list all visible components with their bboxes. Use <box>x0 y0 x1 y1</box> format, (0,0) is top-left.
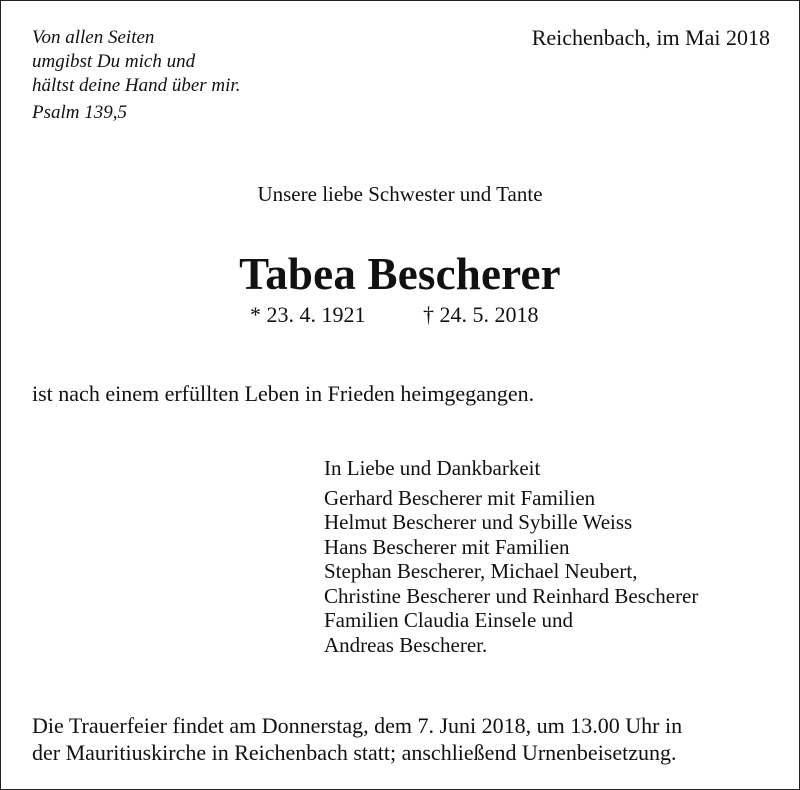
mourner-line: Familien Claudia Einsele und <box>324 608 574 632</box>
bible-verse <box>32 26 240 125</box>
mourner-line: Christine Bescherer und Reinhard Bescherer <box>324 583 699 608</box>
death-date: † 24. 5. 2018 <box>423 302 539 327</box>
closing-phrase: In Liebe und Dankbarkeit <box>324 456 541 480</box>
deceased-name: Tabea Bescherer <box>239 249 561 299</box>
mourner-line: Helmut Bescherer und Sybille Weiss <box>324 510 633 534</box>
funeral-notice <box>32 712 772 766</box>
mourner-line: Andreas Bescherer. <box>324 632 488 657</box>
birth-date: * 23. 4. 1921 <box>250 302 366 327</box>
mourners-block <box>324 456 698 657</box>
intro-text: Unsere liebe Schwester und Tante <box>257 182 543 206</box>
verse-reference: Psalm 139,5 <box>32 102 127 123</box>
funeral-line: Die Trauerfeier findet am Donnerstag, dem 7. Juni 2018, um 13.00 Uhr in <box>32 713 683 738</box>
statement-text: ist nach einem erfüllten Leben in Frieden heimgegangen. <box>32 381 535 406</box>
place-and-date: Reichenbach, im Mai 2018 <box>531 25 770 50</box>
verse-line: hältst deine Hand über mir. <box>32 75 241 96</box>
verse-line: umgibst Du mich und <box>32 51 196 72</box>
verse-line: Von allen Seiten <box>32 27 155 48</box>
mourner-line: Hans Bescherer mit Familien <box>324 534 570 559</box>
funeral-line: der Mauritiuskirche in Reichenbach statt; anschließend Urnenbeisetzung. <box>32 740 677 765</box>
mourner-line: Stephan Bescherer, Michael Neubert, <box>324 559 638 583</box>
mourner-line: Gerhard Bescherer mit Familien <box>324 485 596 510</box>
